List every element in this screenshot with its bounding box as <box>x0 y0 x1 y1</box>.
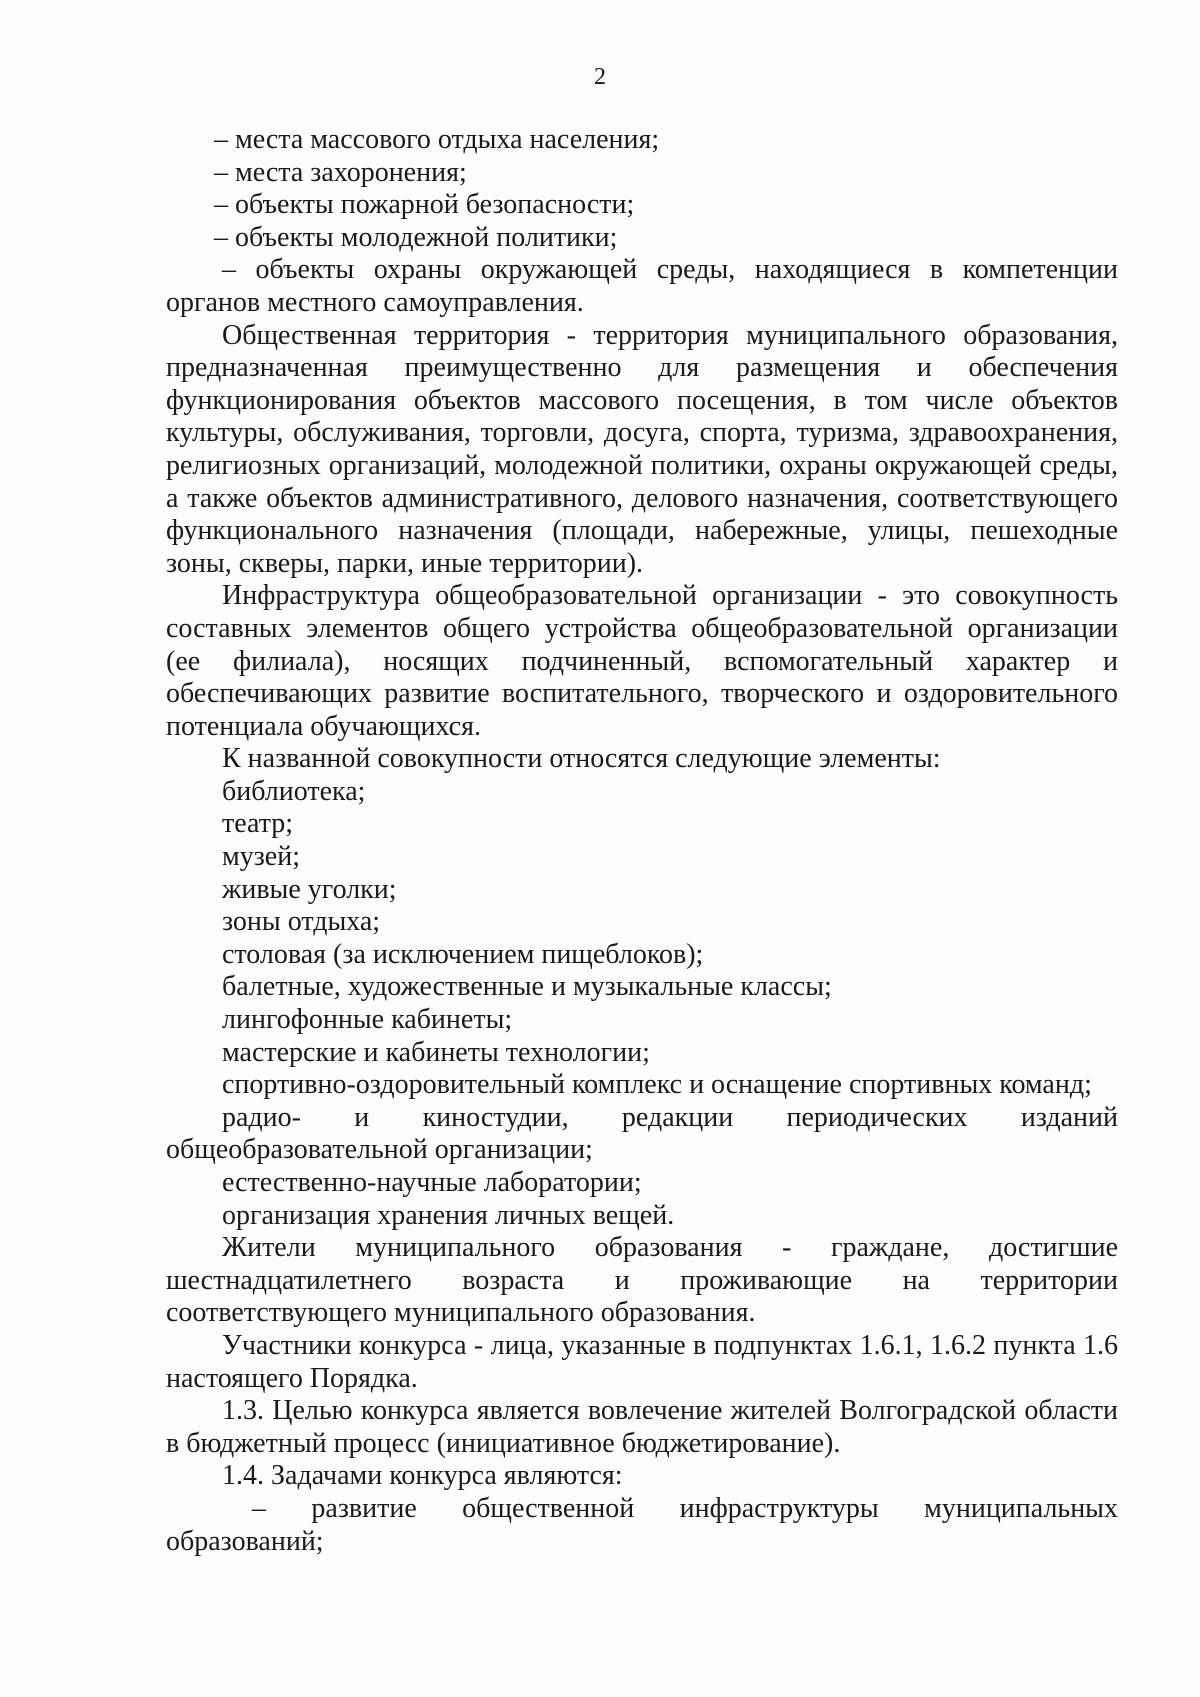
element-item: мастерские и кабинеты технологии; <box>222 1036 650 1068</box>
list-item: – места захоронения; <box>214 156 467 188</box>
list-item: – объекты молодежной политики; <box>214 221 618 253</box>
element-item: живые уголки; <box>222 873 397 905</box>
page-number: 2 <box>594 64 606 90</box>
element-item: столовая (за исключением пищеблоков); <box>222 938 704 970</box>
paragraph-public-territory: Общественная территория - территория муниципального образования, предназначенная преимущественно для размещения и обеспечения функционирования объектов массового посещения, в том числе объектов культуры, обслуживания, торговли, досуга, спорта, туризма, здравоохранения, религиозных организаций, молодежной политики, охраны окружающей среды, а также объектов административного, делового назначения, соответствующего функционального назначения (площади, набережные, улицы, пешеходные зоны, скверы, парки, иные территории). <box>166 319 1118 579</box>
element-item: театр; <box>222 808 294 840</box>
paragraph-elements-intro: К названной совокупности относятся следующие элементы: <box>222 743 941 775</box>
clause-1-4: 1.4. Задачами конкурса являются: <box>222 1460 623 1492</box>
paragraph-infrastructure: Инфраструктура общеобразовательной организации - это совокупность составных элементов общего устройства общеобразовательной организации (ее филиала), носящих подчиненный, вспомогательный характер и обеспечивающих развитие воспитательного, творческого и оздоровительного потенциала обучающихся. <box>166 580 1118 742</box>
element-item: балетные, художественные и музыкальные классы; <box>222 971 832 1003</box>
element-item-radio: радио- и киностудии, редакции периодических изданий общеобразовательной организации; <box>166 1101 1118 1166</box>
element-item: зоны отдыха; <box>222 906 381 938</box>
paragraph-residents: Жители муниципального образования - граждане, достигшие шестнадцатилетнего возраста и проживающие на территории соответствующего муниципального образования. <box>166 1232 1118 1329</box>
list-item: – объекты пожарной безопасности; <box>214 189 635 221</box>
paragraph-participants: Участники конкурса - лица, указанные в подпунктах 1.6.1, 1.6.2 пункта 1.6 настоящего Порядка. <box>166 1329 1118 1394</box>
element-item: организация хранения личных вещей. <box>222 1199 675 1231</box>
list-item: – места массового отдыха населения; <box>214 124 660 155</box>
element-item: спортивно-оздоровительный комплекс и оснащение спортивных команд; <box>222 1069 1092 1101</box>
element-item: лингофонные кабинеты; <box>222 1004 513 1036</box>
list-item-environment: – объекты охраны окружающей среды, находящиеся в компетенции органов местного самоуправления. <box>166 254 1118 318</box>
clause-1-3: 1.3. Целью конкурса является вовлечение жителей Волгоградской области в бюджетный процесс (инициативное бюджетирование). <box>166 1395 1118 1459</box>
element-item: музей; <box>222 841 300 873</box>
element-item: библиотека; <box>222 775 366 807</box>
document-body <box>166 124 1118 1558</box>
task-item: – развитие общественной инфраструктуры муниципальных образований; <box>166 1492 1118 1557</box>
element-item: естественно-научные лаборатории; <box>222 1167 642 1198</box>
